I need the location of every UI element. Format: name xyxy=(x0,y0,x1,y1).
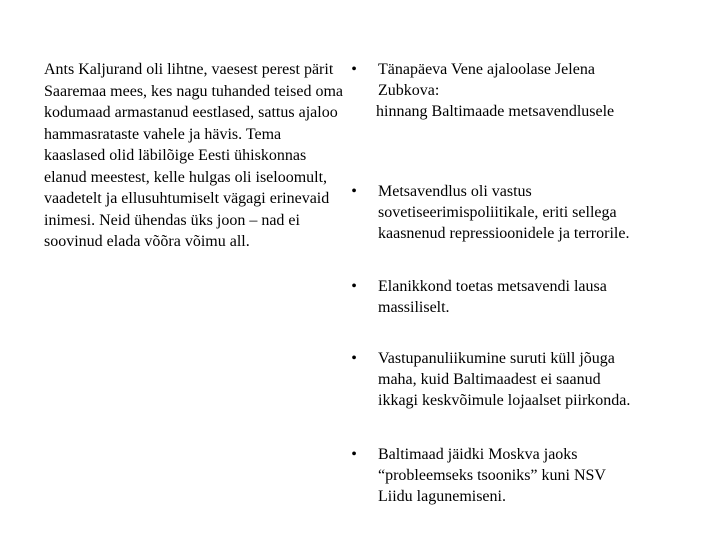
bullet-text-1 xyxy=(378,59,688,122)
bullet-text-3: Elanikkond toetas metsavendi lausa massiliselt. xyxy=(378,278,607,316)
bullet-dot: • xyxy=(351,446,357,463)
bullet-dot: • xyxy=(351,350,357,367)
bullet-text-5: Baltimaad jäidki Moskva jaoks “probleemseks tsooniks” kuni NSV Liidu lagunemiseni. xyxy=(378,446,606,505)
bullet-text-2: Metsavendlus oli vastus sovetiseerimispoliitikale, eriti sellega kaasnenud repressioonidele ja terrorile. xyxy=(378,183,630,242)
bullet-1-line-2: Zubkova: xyxy=(378,82,440,99)
bullet-dot: • xyxy=(351,61,357,78)
bullet-dot: • xyxy=(351,183,357,200)
bullet-text-4: Vastupanuliikumine suruti küll jõuga maha, kuid Baltimaadest ei saanud ikkagi keskvõimule lojaalset piirkonda. xyxy=(378,350,631,409)
bullet-dot: • xyxy=(351,278,357,295)
left-paragraph: Ants Kaljurand oli lihtne, vaesest perest pärit Saaremaa mees, kes nagu tuhanded teised oma kodumaad armastanud eestlased, sattus ajaloo hammasrataste vahele ja hävis. Tema kaaslased olid läbilõige Eesti ühiskonnas elanud meestest, kelle hulgas oli iseloomult, vaadetelt ja ellusuhtumiselt vägagi erinevaid inimesi. Neid ühendas üks joon – nad ei soovinud elada võõra võimu all. xyxy=(44,61,343,250)
bullet-1-line-3: hinnang Baltimaade metsavendlusele xyxy=(376,103,615,120)
bullet-1-line-1: Tänapäeva Vene ajaloolase Jelena xyxy=(378,61,595,78)
